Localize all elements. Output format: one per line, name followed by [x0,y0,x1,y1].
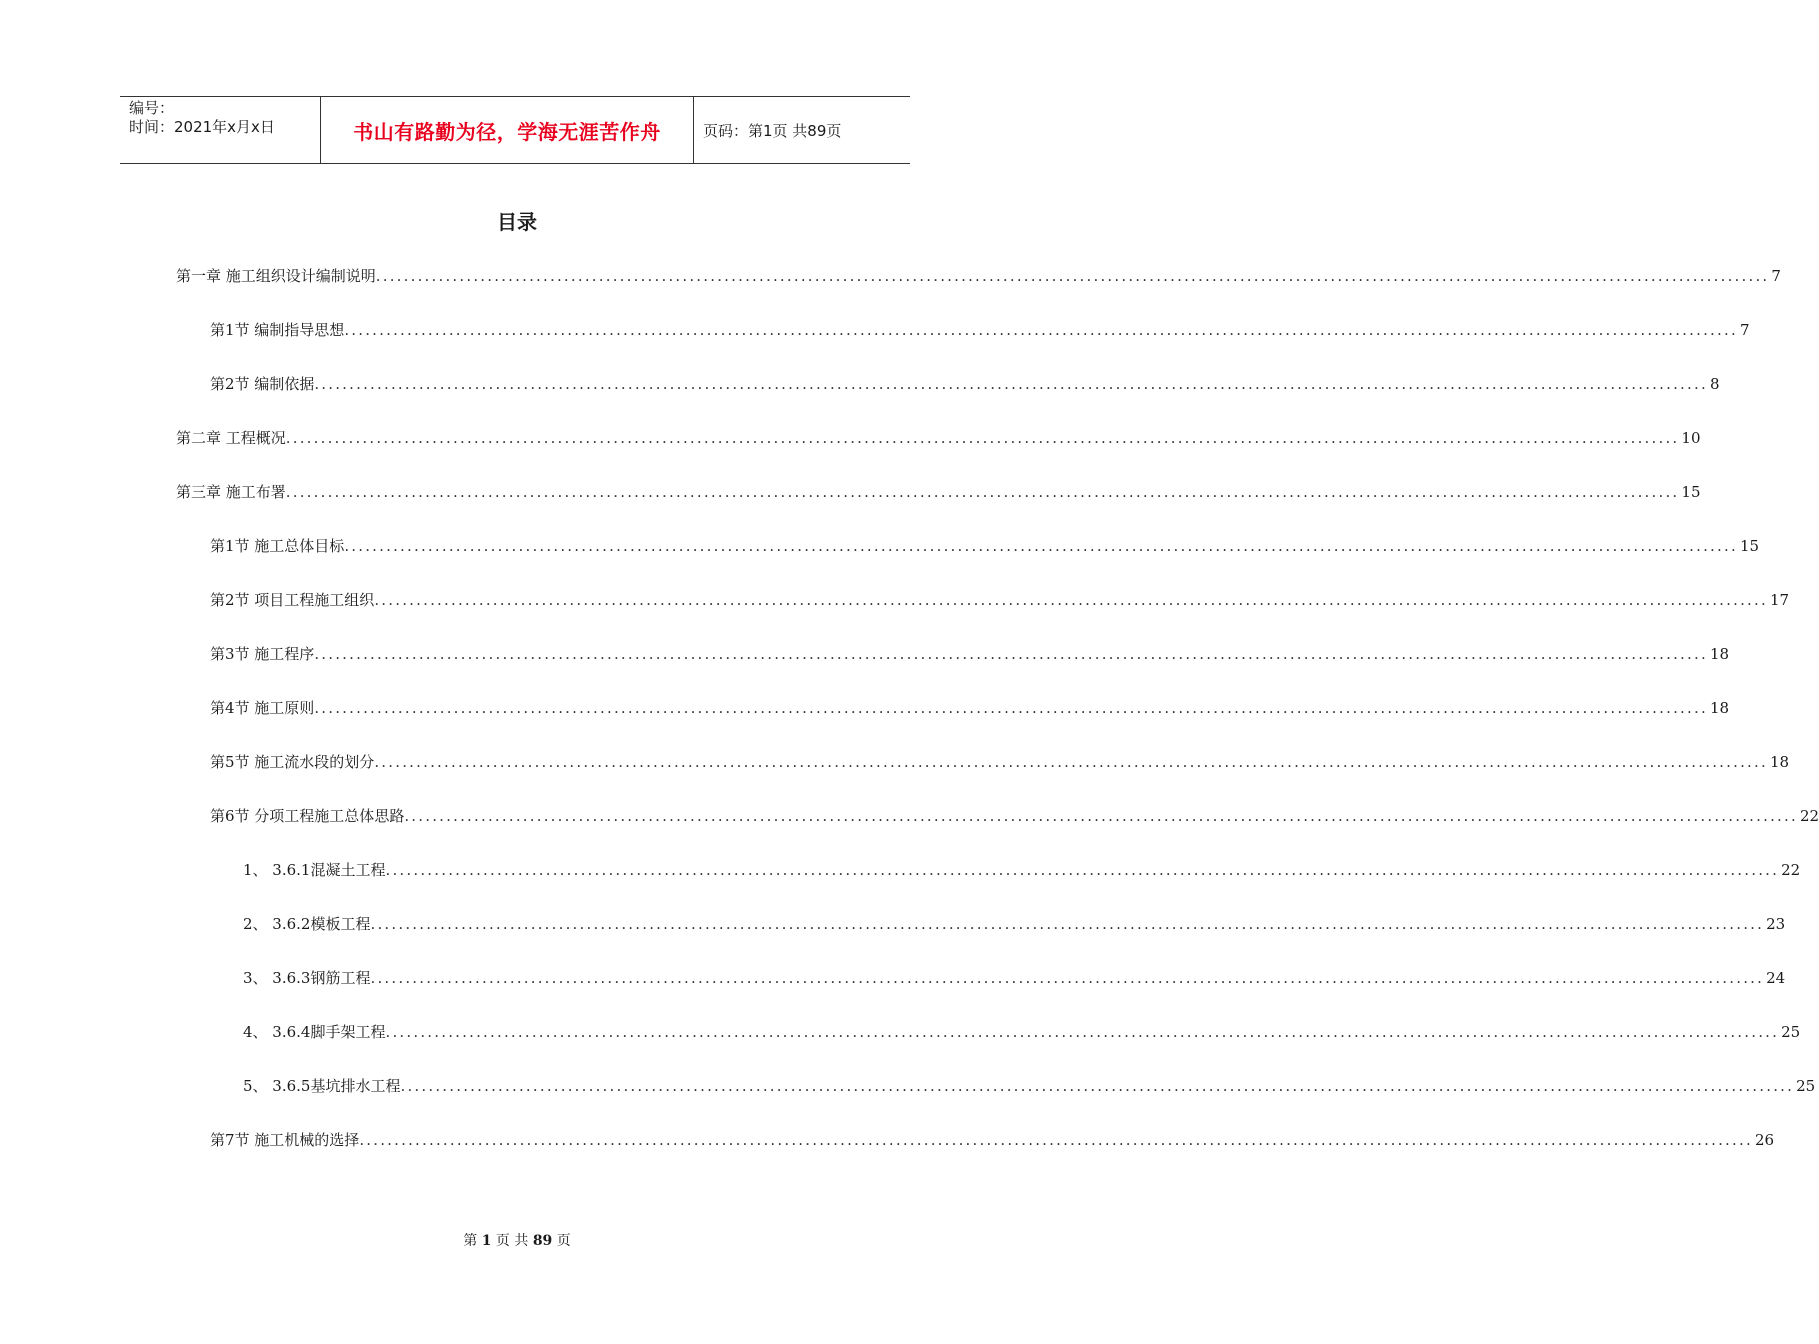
toc-leader-dots: ........................................................................................................................................................................................................ [385,861,1780,879]
header-meta-cell [120,97,321,163]
footer-prefix: 第 [463,1233,478,1249]
toc-leader-dots: ........................................................................................................................................................................................................ [314,375,1708,393]
toc-entry-label: 第7节 施工机械的选择 [210,1131,360,1149]
toc-leader-dots: ........................................................................................................................................................................................................ [344,321,1738,339]
toc-entry-label: 第1节 编制指导思想 [210,321,345,339]
toc-entry[interactable] [243,1022,1801,1042]
toc-entry-page: 18 [1709,699,1730,717]
toc-entry-label: 1、 3.6.1混凝土工程 [243,861,386,879]
toc-entry-page: 18 [1709,645,1730,663]
toc-leader-dots: ........................................................................................................................................................................................................ [285,483,1680,501]
toc-entry-page: 23 [1766,915,1786,933]
toc-entry-label: 4、 3.6.4脚手架工程 [243,1023,386,1041]
toc-entry[interactable] [243,1076,1816,1096]
toc-entry-page: 7 [1739,321,1750,339]
toc-entry-label: 第5节 施工流水段的划分 [210,753,375,771]
toc-entry[interactable] [210,644,1730,664]
toc-entry-label: 2、 3.6.2模板工程 [243,915,371,933]
toc-entry-page: 8 [1709,375,1720,393]
toc-entry[interactable] [210,698,1730,718]
toc-entry-label: 3、 3.6.3钢筋工程 [243,969,371,987]
toc-entry[interactable] [210,752,1790,772]
toc-entry-label: 第2节 项目工程施工组织 [210,591,375,609]
toc-entry[interactable] [210,536,1760,556]
toc-entry-label: 第三章 施工布署 [176,483,286,501]
toc-entry-page: 24 [1766,969,1786,987]
toc-entry[interactable] [210,590,1790,610]
toc-entry-label: 第2节 编制依据 [210,375,315,393]
toc-entry-page: 26 [1754,1131,1775,1149]
toc-entry-label: 第3节 施工程序 [210,645,315,663]
footer-current-page: 1 [481,1233,492,1249]
header-page-info: 页码：第1页 共89页 [703,121,842,140]
header-motto-cell [321,97,694,163]
toc-entry-page: 22 [1781,861,1801,879]
toc-entry-label: 第1节 施工总体目标 [210,537,345,555]
toc-entry[interactable] [210,806,1819,826]
toc-leader-dots: ........................................................................................................................................................................................................ [314,699,1708,717]
toc-leader-dots: ........................................................................................................................................................................................................ [404,807,1798,825]
toc-entry-page: 7 [1771,267,1781,285]
toc-entry-page: 15 [1739,537,1760,555]
toc-leader-dots: ........................................................................................................................................................................................................ [374,591,1768,609]
footer-total-pages: 89 [532,1233,553,1249]
header-number-label: 编号： [129,99,175,117]
toc-leader-dots: ........................................................................................................................................................................................................ [314,645,1708,663]
toc-leader-dots: ........................................................................................................................................................................................................ [400,1077,1795,1095]
toc-entry-page: 22 [1799,807,1819,825]
toc-title: 目录 [497,210,537,234]
toc-leader-dots: ........................................................................................................................................................................................................ [370,915,1765,933]
toc-entry[interactable] [243,968,1786,988]
toc-entry-label: 第一章 施工组织设计编制说明 [176,267,376,285]
toc-entry[interactable] [176,482,1701,502]
toc-entry-page: 25 [1796,1077,1816,1095]
header-page-cell [694,97,910,163]
toc-entry[interactable] [243,914,1786,934]
toc-entry[interactable] [210,320,1750,340]
toc-leader-dots: ........................................................................................................................................................................................................ [375,267,1770,285]
toc-leader-dots: ........................................................................................................................................................................................................ [374,753,1768,771]
toc-entry-label: 5、 3.6.5基坑排水工程 [243,1077,401,1095]
toc-entry-page: 15 [1681,483,1701,501]
toc-leader-dots: ........................................................................................................................................................................................................ [385,1023,1780,1041]
toc-entry[interactable] [176,266,1781,286]
toc-leader-dots: ........................................................................................................................................................................................................ [285,429,1680,447]
toc-entry[interactable] [210,374,1720,394]
toc-leader-dots: ........................................................................................................................................................................................................ [370,969,1765,987]
toc-entry-page: 10 [1681,429,1701,447]
toc-entry[interactable] [243,860,1801,880]
header-motto: 书山有路勤为径，学海无涯苦作舟 [353,119,661,144]
header-time-label: 时间：2021年x月x日 [129,118,275,136]
toc-leader-dots: ........................................................................................................................................................................................................ [359,1131,1753,1149]
toc-entry[interactable] [210,1130,1775,1150]
toc-entry-page: 18 [1769,753,1790,771]
footer-suffix: 页 [556,1233,571,1249]
footer-middle: 页 共 [495,1233,529,1249]
toc-entry[interactable] [176,428,1701,448]
document-header [120,96,910,164]
toc-entry-label: 第6节 分项工程施工总体思路 [210,807,405,825]
toc-entry-page: 17 [1769,591,1790,609]
page-footer [0,1230,950,1250]
toc-entry-label: 第二章 工程概况 [176,429,286,447]
toc-leader-dots: ........................................................................................................................................................................................................ [344,537,1738,555]
toc-entry-label: 第4节 施工原则 [210,699,315,717]
toc-entry-page: 25 [1781,1023,1801,1041]
